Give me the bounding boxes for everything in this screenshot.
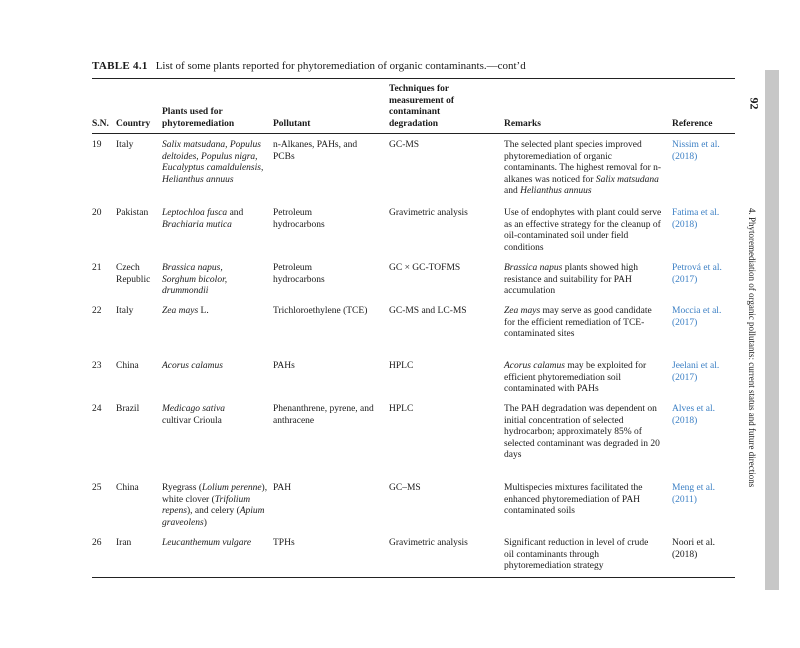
row-sn: 23 <box>92 361 102 371</box>
row-country: Czech Republic <box>116 263 151 285</box>
row-reference-link[interactable]: Petrová et al. (2017) <box>672 263 722 285</box>
row-country: China <box>116 361 139 371</box>
table-title: List of some plants reported for phytoremediation of organic contaminants.—cont’d <box>155 60 526 72</box>
header-plants: Plants used for phytoremediation <box>162 107 235 129</box>
row-sn: 24 <box>92 404 102 414</box>
row-plants: Leptochloa fusca and Brachiaria mutica <box>162 208 244 230</box>
page-number: 92 <box>747 97 762 110</box>
row-plants: Leucanthemum vulgare <box>162 538 252 548</box>
row-sn: 21 <box>92 263 102 273</box>
row-remarks: Acorus calamus may be exploited for efficient phytoremediation soil contaminated with PAHs <box>504 361 647 395</box>
row-remarks: The PAH degradation was dependent on initial concentration of selected hydrocarbon; approximately 85% of selected contaminant was degraded in 20 days <box>504 404 660 461</box>
row-plants: Ryegrass (Lolium perenne), white clover (Trifolium repens), and celery (Apium graveolens) <box>162 483 268 528</box>
row-country: Iran <box>116 538 132 548</box>
row-technique: GC-MS and LC-MS <box>389 306 467 316</box>
row-remarks: The selected plant species improved phytoremediation of organic contaminants. The highest removal for n-alkanes was noticed for Salix matsudana and Helianthus annuus <box>504 140 662 197</box>
row-country: China <box>116 483 139 493</box>
table-header-rule <box>92 133 735 134</box>
row-reference: Noori et al. (2018) <box>672 538 716 560</box>
row-pollutant: PAH <box>273 483 292 493</box>
row-reference-link[interactable]: Alves et al. (2018) <box>672 404 716 426</box>
row-country: Pakistan <box>116 208 149 218</box>
row-technique: GC-MS <box>389 140 420 150</box>
header-techniques: Techniques for measurement of contaminant degradation <box>389 84 454 129</box>
row-country: Italy <box>116 140 134 150</box>
table-bottom-rule <box>92 577 735 578</box>
row-sn: 22 <box>92 306 102 316</box>
row-plants: Zea mays L. <box>162 306 209 316</box>
row-technique: HPLC <box>389 361 414 371</box>
header-remarks: Remarks <box>504 119 541 129</box>
header-sn: S.N. <box>92 119 109 129</box>
row-remarks: Zea mays may serve as good candidate for the efficient remediation of TCE-contaminated sites <box>504 306 652 340</box>
row-technique: GC × GC-TOFMS <box>389 263 461 273</box>
header-country: Country <box>116 119 151 129</box>
row-reference-link[interactable]: Meng et al. (2011) <box>672 483 716 505</box>
row-remarks: Significant reduction in level of crude oil contaminants through phytoremediation strategy <box>504 538 649 572</box>
row-pollutant: PAHs <box>273 361 295 371</box>
row-sn: 26 <box>92 538 102 548</box>
row-technique: Gravimetric analysis <box>389 208 468 218</box>
row-remarks: Brassica napus plants showed high resistance and suitability for PAH accumulation <box>504 263 639 297</box>
row-reference-link[interactable]: Nissim et al. (2018) <box>672 140 720 162</box>
table-top-rule <box>92 78 735 79</box>
row-reference-link[interactable]: Jeelani et al. (2017) <box>672 361 720 383</box>
row-remarks: Use of endophytes with plant could serve as an effective strategy for the cleanup of oil-contaminated soil under field conditions <box>504 208 662 253</box>
row-pollutant: n-Alkanes, PAHs, and PCBs <box>273 140 358 162</box>
row-plants: Brassica napus, Sorghum bicolor, drummondii <box>162 263 228 297</box>
header-pollutant: Pollutant <box>273 119 311 129</box>
row-reference-link[interactable]: Fatima et al. (2018) <box>672 208 720 230</box>
row-plants: Salix matsudana, Populus deltoides, Populus nigra, Eucalyptus camaldulensis, Helianthus annuus <box>162 140 264 185</box>
row-sn: 19 <box>92 140 102 150</box>
row-reference-link[interactable]: Moccia et al. (2017) <box>672 306 722 328</box>
row-pollutant: Phenanthrene, pyrene, and anthracene <box>273 404 374 426</box>
running-head: 4. Phytoremediation of organic pollutants: current status and future directions <box>747 208 757 488</box>
row-remarks: Multispecies mixtures facilitated the enhanced phytoremediation of PAH contaminated soils <box>504 483 643 517</box>
row-plants: Acorus calamus <box>162 361 223 371</box>
row-pollutant: TPHs <box>273 538 295 548</box>
row-pollutant: Trichloroethylene (TCE) <box>273 306 368 316</box>
table-caption <box>92 60 526 72</box>
row-country: Italy <box>116 306 134 316</box>
row-sn: 20 <box>92 208 102 218</box>
header-reference: Reference <box>672 119 713 129</box>
row-sn: 25 <box>92 483 102 493</box>
row-pollutant: Petroleum hydrocarbons <box>273 263 325 285</box>
row-technique: Gravimetric analysis <box>389 538 468 548</box>
margin-bar <box>765 70 779 590</box>
row-technique: GC–MS <box>389 483 421 493</box>
row-plants: Medicago sativa cultivar Crioula <box>162 404 226 426</box>
table-label: TABLE 4.1 <box>92 60 148 72</box>
row-technique: HPLC <box>389 404 414 414</box>
row-pollutant: Petroleum hydrocarbons <box>273 208 325 230</box>
row-country: Brazil <box>116 404 140 414</box>
